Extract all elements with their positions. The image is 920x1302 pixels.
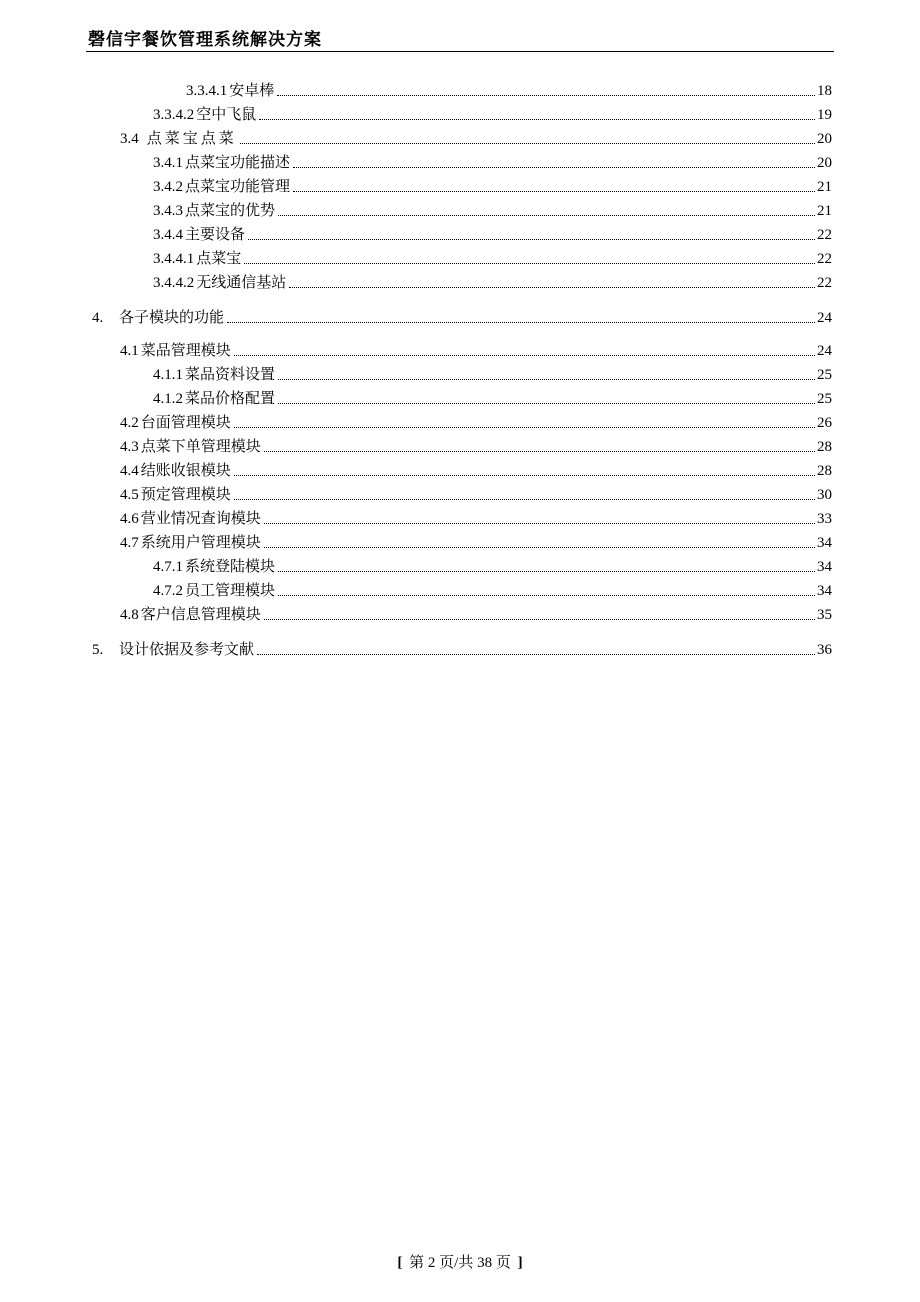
toc-entry-title: 预定管理模块 — [140, 487, 231, 503]
toc-entry-page: 20 — [817, 155, 832, 171]
toc-entry-title: 点菜宝功能描述 — [185, 155, 291, 171]
toc-entry-4-2[interactable] — [120, 412, 832, 432]
toc-entry-page: 30 — [817, 487, 832, 503]
toc-entry-title: 菜品管理模块 — [140, 343, 231, 359]
toc-entry-page: 34 — [817, 559, 832, 575]
toc-entry-title: 营业情况查询模块 — [140, 511, 261, 527]
toc-entry-title: 安卓棒 — [229, 83, 275, 99]
toc-entry-title: 点菜宝点菜 — [146, 131, 237, 147]
toc-entry-title: 点菜宝的优势 — [185, 203, 276, 219]
toc-entry-title: 系统用户管理模块 — [140, 535, 261, 551]
toc-dot-leader — [264, 619, 815, 620]
toc-entry-number: 4.3 — [120, 439, 139, 455]
toc-entry-3-3-4-2[interactable] — [153, 104, 832, 124]
toc-entry-page: 36 — [817, 642, 832, 658]
toc-entry-4-3[interactable] — [120, 436, 832, 456]
toc-entry-page: 21 — [817, 203, 832, 219]
toc-entry-number: 4.4 — [120, 463, 139, 479]
toc-entry-3-4-4-2[interactable] — [153, 272, 832, 292]
toc-entry-number: 4.7 — [120, 535, 139, 551]
page-number-label: 第 2 页/共 38 页 — [409, 1255, 511, 1271]
toc-entry-3-3-4-1[interactable] — [186, 80, 832, 100]
toc-entry-title: 系统登陆模块 — [185, 559, 276, 575]
toc-entry-title: 各子模块的功能 — [119, 310, 225, 326]
toc-dot-leader — [289, 287, 815, 288]
toc-entry-number: 4.7.1 — [153, 559, 183, 575]
toc-dot-leader — [264, 547, 815, 548]
toc-entry-title: 点菜宝功能管理 — [185, 179, 291, 195]
footer-close-bracket: ] — [517, 1255, 523, 1271]
toc-entry-number: 5. — [92, 642, 104, 658]
toc-entry-title: 菜品价格配置 — [185, 391, 276, 407]
toc-entry-4-8[interactable] — [120, 604, 832, 624]
toc-entry-page: 25 — [817, 391, 832, 407]
toc-dot-leader — [278, 403, 815, 404]
toc-dot-leader — [278, 595, 815, 596]
toc-entry-title: 结账收银模块 — [140, 463, 231, 479]
toc-entry-page: 25 — [817, 367, 832, 383]
toc-dot-leader — [234, 475, 815, 476]
toc-dot-leader — [264, 451, 815, 452]
toc-entry-4-7-2[interactable] — [153, 580, 832, 600]
toc-dot-leader — [293, 167, 815, 168]
toc-dot-leader — [277, 95, 815, 96]
toc-entry-page: 34 — [817, 535, 832, 551]
toc-entry-4-1-2[interactable] — [153, 388, 832, 408]
toc-dot-leader — [264, 523, 815, 524]
toc-dot-leader — [234, 499, 815, 500]
toc-dot-leader — [257, 654, 815, 655]
toc-entry-number: 3.4.3 — [153, 203, 183, 219]
toc-entry-page: 20 — [817, 131, 832, 147]
toc-entry-page: 28 — [817, 439, 832, 455]
toc-dot-leader — [278, 379, 815, 380]
toc-dot-leader — [278, 215, 815, 216]
toc-entry-4-4[interactable] — [120, 460, 832, 480]
toc-entry-title: 主要设备 — [185, 227, 246, 243]
toc-dot-leader — [248, 239, 815, 240]
toc-dot-leader — [244, 263, 815, 264]
toc-entry-3-4[interactable] — [120, 128, 832, 148]
page-footer — [0, 1253, 920, 1273]
toc-entry-4-1[interactable] — [120, 340, 832, 360]
toc-dot-leader — [240, 143, 815, 144]
toc-entry-number: 3.4.4 — [153, 227, 183, 243]
toc-entry-title: 台面管理模块 — [140, 415, 231, 431]
toc-entry-number: 3.3.4.2 — [153, 107, 195, 123]
toc-entry-page: 26 — [817, 415, 832, 431]
toc-entry-4-7[interactable] — [120, 532, 832, 552]
toc-entry-3-4-2[interactable] — [153, 176, 832, 196]
toc-entry-number: 3.4.1 — [153, 155, 183, 171]
toc-entry-page: 22 — [817, 251, 832, 267]
toc-dot-leader — [278, 571, 815, 572]
toc-entry-title: 设计依据及参考文献 — [119, 642, 255, 658]
toc-entry-number: 3.3.4.1 — [186, 83, 228, 99]
toc-entry-page: 24 — [817, 343, 832, 359]
toc-entry-number: 4.7.2 — [153, 583, 183, 599]
toc-entry-page: 24 — [817, 310, 832, 326]
toc-entry-3-4-3[interactable] — [153, 200, 832, 220]
toc-entry-number: 4.1 — [120, 343, 139, 359]
toc-entry-title: 菜品资料设置 — [185, 367, 276, 383]
document-header-title: 磬信宇餐饮管理系统解决方案 — [88, 30, 322, 50]
toc-entry-4-1-1[interactable] — [153, 364, 832, 384]
toc-entry-chapter-4[interactable] — [92, 307, 832, 327]
toc-dot-leader — [227, 322, 815, 323]
toc-entry-title: 点菜宝 — [196, 251, 242, 267]
toc-entry-3-4-4[interactable] — [153, 224, 832, 244]
toc-entry-page: 21 — [817, 179, 832, 195]
toc-entry-number: 4. — [92, 310, 104, 326]
toc-entry-title: 空中飞鼠 — [196, 107, 257, 123]
toc-entry-page: 33 — [817, 511, 832, 527]
toc-entry-4-6[interactable] — [120, 508, 832, 528]
toc-entry-4-7-1[interactable] — [153, 556, 832, 576]
toc-entry-title: 点菜下单管理模块 — [140, 439, 261, 455]
toc-entry-3-4-1[interactable] — [153, 152, 832, 172]
toc-dot-leader — [234, 355, 815, 356]
toc-entry-4-5[interactable] — [120, 484, 832, 504]
toc-entry-title: 客户信息管理模块 — [140, 607, 261, 623]
toc-entry-title: 无线通信基站 — [196, 275, 287, 291]
toc-entry-number: 4.1.2 — [153, 391, 183, 407]
toc-entry-number: 4.8 — [120, 607, 139, 623]
toc-entry-title: 员工管理模块 — [185, 583, 276, 599]
toc-entry-number: 4.6 — [120, 511, 139, 527]
toc-dot-leader — [293, 191, 815, 192]
toc-entry-page: 22 — [817, 275, 832, 291]
toc-entry-number: 4.5 — [120, 487, 139, 503]
toc-entry-3-4-4-1[interactable] — [153, 248, 832, 268]
toc-entry-number: 4.2 — [120, 415, 139, 431]
toc-entry-page: 35 — [817, 607, 832, 623]
toc-entry-number: 3.4.2 — [153, 179, 183, 195]
toc-entry-number: 3.4 — [120, 131, 139, 147]
toc-entry-number: 4.1.1 — [153, 367, 183, 383]
toc-entry-chapter-5[interactable] — [92, 639, 832, 659]
footer-open-bracket: [ — [397, 1255, 403, 1271]
toc-dot-leader — [259, 119, 815, 120]
toc-entry-page: 34 — [817, 583, 832, 599]
toc-entry-page: 28 — [817, 463, 832, 479]
toc-entry-number: 3.4.4.2 — [153, 275, 195, 291]
toc-entry-page: 18 — [817, 83, 832, 99]
toc-entry-page: 19 — [817, 107, 832, 123]
toc-entry-page: 22 — [817, 227, 832, 243]
toc-dot-leader — [234, 427, 815, 428]
toc-entry-number: 3.4.4.1 — [153, 251, 195, 267]
